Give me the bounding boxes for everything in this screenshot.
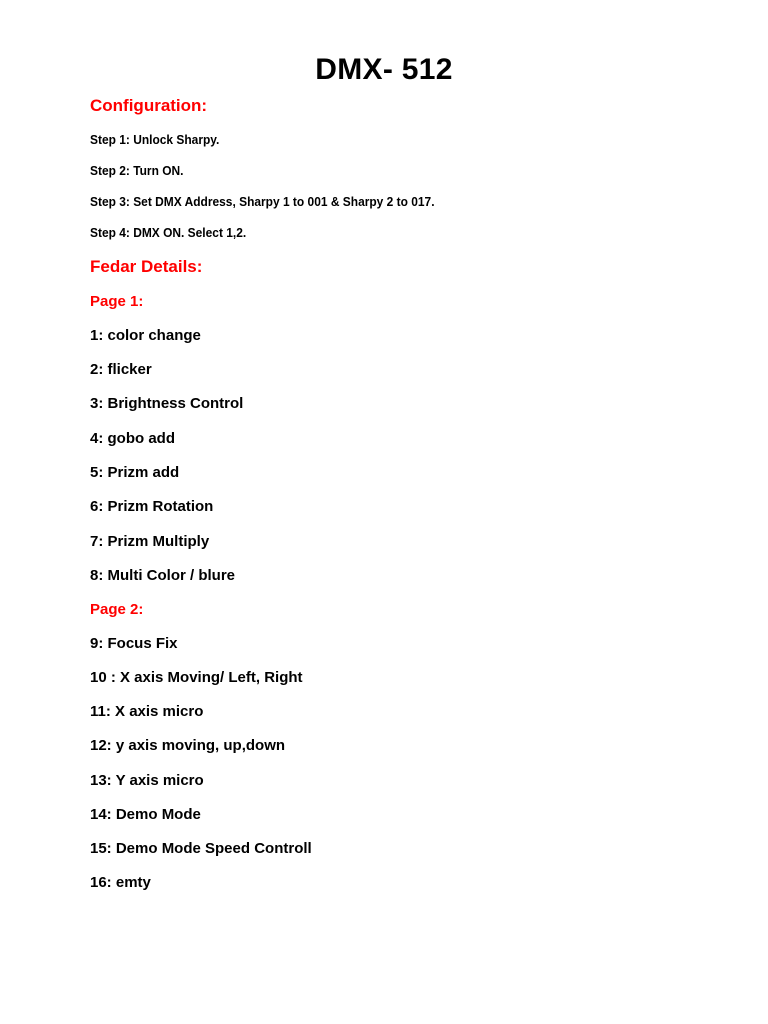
- fader-item-16: 16: emty: [90, 874, 151, 891]
- fader-item-9: 9: Focus Fix: [90, 635, 178, 652]
- fader-item-15: 15: Demo Mode Speed Controll: [90, 840, 312, 857]
- page-2-heading: Page 2:: [90, 601, 144, 618]
- fader-item-1: 1: color change: [90, 327, 201, 344]
- document-title: DMX- 512: [315, 53, 453, 86]
- fader-item-7: 7: Prizm Multiply: [90, 533, 210, 550]
- page-1-heading: Page 1:: [90, 293, 144, 310]
- fader-item-13: 13: Y axis micro: [90, 772, 204, 789]
- config-step-1: Step 1: Unlock Sharpy.: [90, 132, 220, 147]
- fader-item-14: 14: Demo Mode: [90, 806, 201, 823]
- fedar-details-heading: Fedar Details:: [90, 257, 203, 276]
- fader-item-11: 11: X axis micro: [90, 703, 204, 720]
- fader-item-8: 8: Multi Color / blure: [90, 567, 235, 584]
- fader-item-2: 2: flicker: [90, 361, 152, 378]
- fader-item-10: 10 : X axis Moving/ Left, Right: [90, 669, 303, 686]
- configuration-heading: Configuration:: [90, 96, 208, 115]
- fader-item-4: 4: gobo add: [90, 430, 175, 447]
- fader-item-6: 6: Prizm Rotation: [90, 498, 214, 515]
- fader-item-3: 3: Brightness Control: [90, 395, 244, 412]
- config-step-3: Step 3: Set DMX Address, Sharpy 1 to 001 & Sharpy 2 to 017.: [90, 194, 435, 209]
- fader-item-12: 12: y axis moving, up,down: [90, 737, 286, 754]
- config-step-4: Step 4: DMX ON. Select 1,2.: [90, 225, 247, 240]
- config-step-2: Step 2: Turn ON.: [90, 163, 184, 178]
- fader-item-5: 5: Prizm add: [90, 464, 180, 481]
